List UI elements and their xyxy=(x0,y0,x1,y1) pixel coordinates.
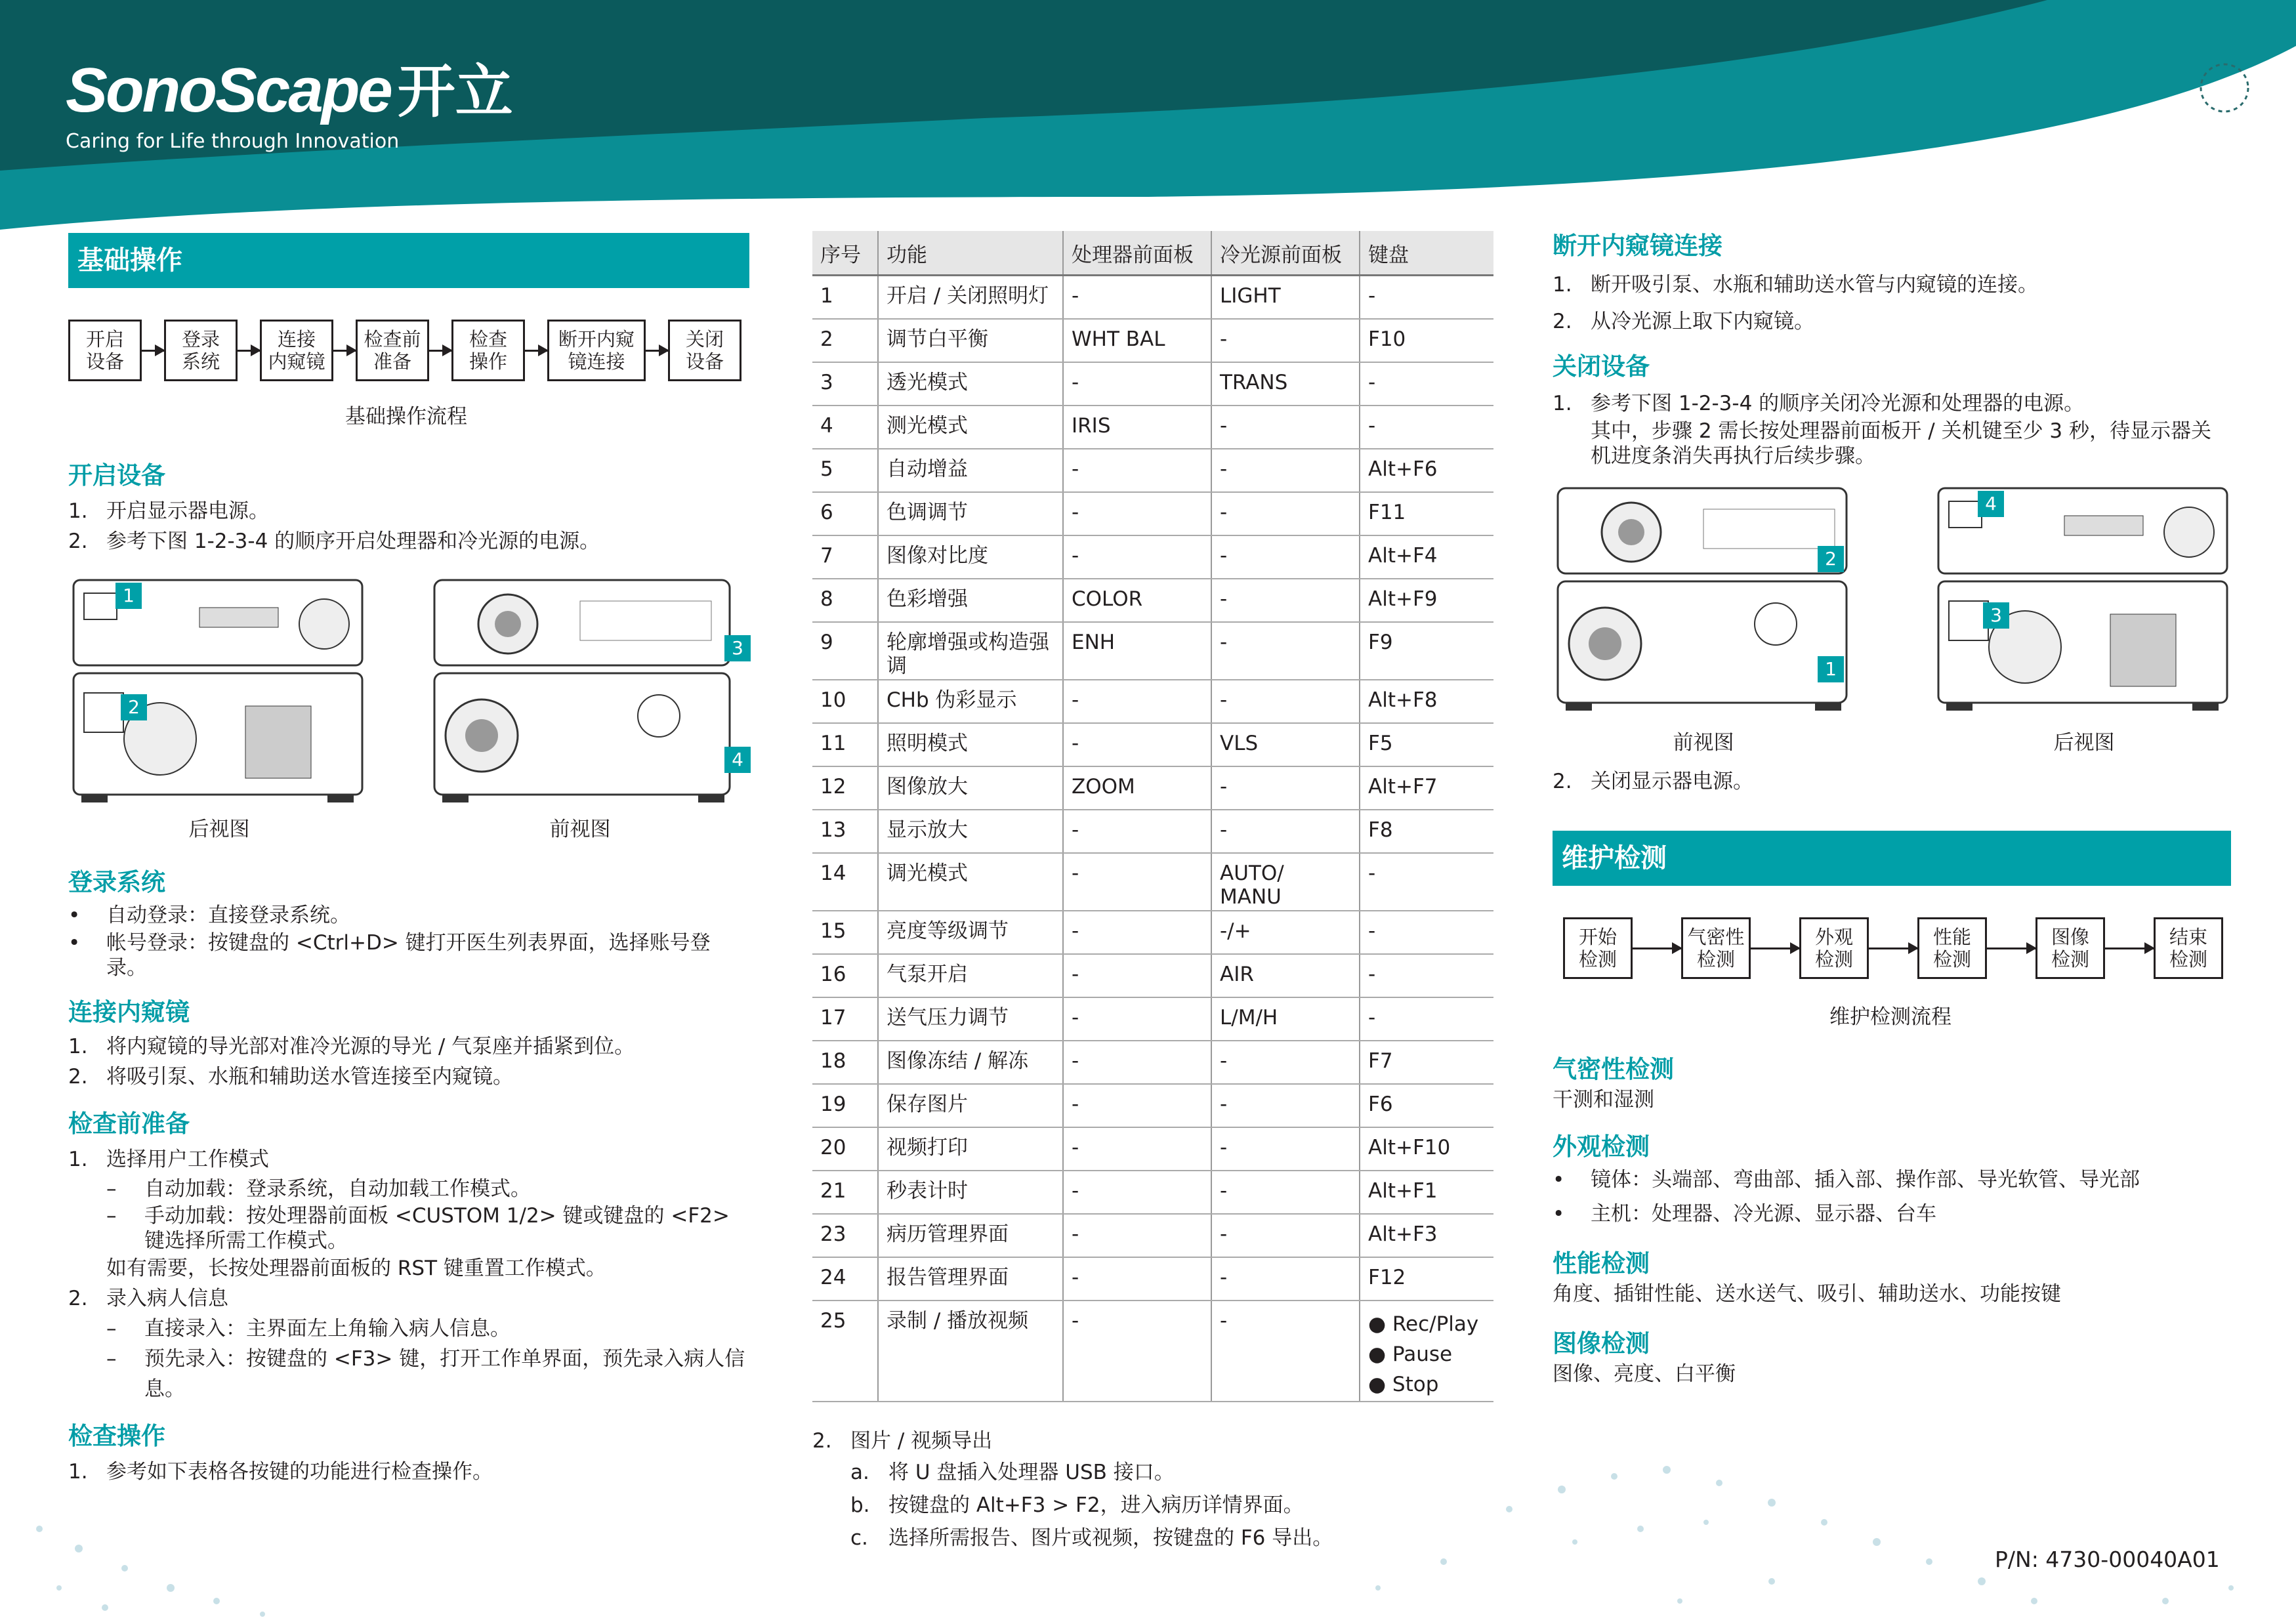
basic-flow-diagram xyxy=(68,320,749,381)
table-row xyxy=(812,1301,1493,1402)
table-cell: - xyxy=(1063,1171,1211,1214)
bullet-icon: ● xyxy=(1368,1343,1392,1366)
table-cell: - xyxy=(1211,1084,1360,1127)
sub-item: 将 U 盘插入处理器 USB 接口。 xyxy=(888,1461,1175,1484)
bullet: • xyxy=(68,931,81,955)
flow-arrow xyxy=(1751,947,1799,949)
key-label: Rec/Play xyxy=(1392,1312,1479,1336)
flow-step: 断开内窥 镜连接 xyxy=(547,320,646,381)
table-cell: LIGHT xyxy=(1211,276,1360,320)
table-cell: - xyxy=(1063,1301,1211,1402)
table-cell: - xyxy=(1063,680,1211,723)
table-cell: - xyxy=(1211,579,1360,622)
title-login: 登录系统 xyxy=(68,868,165,896)
export-section xyxy=(812,1426,1495,1554)
sub-item: 直接录入：主界面左上角输入病人信息。 xyxy=(144,1317,511,1341)
sub-item: 按键盘的 Alt+F3 > F2，进入病历详情界面。 xyxy=(888,1493,1304,1517)
table-cell: 1 xyxy=(812,276,878,320)
table-cell: 图像对比度 xyxy=(878,535,1063,579)
table-cell: AIR xyxy=(1211,954,1360,997)
table-cell: - xyxy=(1063,853,1211,911)
table-cell: - xyxy=(1063,954,1211,997)
table-row xyxy=(812,1127,1493,1171)
power-off-steps xyxy=(1553,388,2231,468)
table-cell: 视频打印 xyxy=(878,1127,1063,1171)
list-letter: b. xyxy=(850,1493,870,1517)
sub-item: 选择所需报告、图片或视频，按键盘的 F6 导出。 xyxy=(888,1526,1333,1550)
table-cell: - xyxy=(1063,1127,1211,1171)
table-cell: F11 xyxy=(1360,492,1493,535)
table-cell: Alt+F3 xyxy=(1360,1214,1493,1257)
table-cell: 9 xyxy=(812,622,878,680)
table-cell: 10 xyxy=(812,680,878,723)
table-cell: 4 xyxy=(812,406,878,449)
table-cell: WHT BAL xyxy=(1063,319,1211,362)
table-row xyxy=(812,810,1493,853)
table-cell: 亮度等级调节 xyxy=(878,911,1063,954)
col-header: 序号 xyxy=(812,231,878,276)
list-number: 2. xyxy=(1553,770,1572,793)
step-badge: 1 xyxy=(1818,656,1844,682)
table-cell: 17 xyxy=(812,997,878,1041)
table-row xyxy=(812,276,1493,320)
list-number: 1. xyxy=(68,1460,88,1484)
table-cell: - xyxy=(1063,1214,1211,1257)
list-item: 主机：处理器、冷光源、显示器、台车 xyxy=(1591,1202,1936,1226)
list-item: 将吸引泵、水瓶和辅助送水管连接至内窥镜。 xyxy=(106,1065,513,1089)
table-cell: 25 xyxy=(812,1301,878,1402)
table-cell: - xyxy=(1360,997,1493,1041)
brand-logo xyxy=(66,46,513,153)
list-item: 选择用户工作模式 xyxy=(106,1148,269,1171)
table-cell: 透光模式 xyxy=(878,362,1063,406)
table-cell: - xyxy=(1211,319,1360,362)
table-cell: 录制 / 播放视频 xyxy=(878,1301,1063,1402)
table-row xyxy=(812,1084,1493,1127)
dash: – xyxy=(106,1317,117,1341)
list-item: 参考如下表格各按键的功能进行检查操作。 xyxy=(106,1460,493,1484)
table-cell: 保存图片 xyxy=(878,1084,1063,1127)
table-cell: VLS xyxy=(1211,723,1360,766)
table-cell: - xyxy=(1063,492,1211,535)
flow-arrow xyxy=(333,350,356,352)
note: 其中，步骤 2 需长按处理器前面板开 / 关机键至少 3 秒，待显示器关机进度条消失再执行后续步骤。 xyxy=(1591,419,2212,468)
bullet: • xyxy=(1553,1168,1565,1192)
flow-arrow xyxy=(142,350,164,352)
table-cell: 色调调节 xyxy=(878,492,1063,535)
table-cell: IRIS xyxy=(1063,406,1211,449)
table-cell: F12 xyxy=(1360,1257,1493,1301)
table-cell: - xyxy=(1063,997,1211,1041)
step-badge: 3 xyxy=(724,635,751,661)
flow-step: 登录 系统 xyxy=(164,320,238,381)
flow-arrow xyxy=(1633,947,1681,949)
list-number: 2. xyxy=(68,530,88,553)
table-cell: - xyxy=(1211,1171,1360,1214)
sub-item: 自动加载：登录系统，自动加载工作模式。 xyxy=(144,1177,531,1201)
table-cell: - xyxy=(1063,911,1211,954)
flow-step: 关闭 设备 xyxy=(668,320,741,381)
table-cell: F6 xyxy=(1360,1084,1493,1127)
table-cell: 12 xyxy=(812,766,878,810)
table-row xyxy=(812,766,1493,810)
table-cell: - xyxy=(1063,810,1211,853)
flow-step: 检查前 准备 xyxy=(356,320,429,381)
key-label: Stop xyxy=(1392,1373,1439,1396)
title-disconnect: 断开内窥镜连接 xyxy=(1553,232,1722,260)
list-item: 自动登录：直接登录系统。 xyxy=(106,904,350,927)
table-cell: - xyxy=(1360,853,1493,911)
list-item: 参考下图 1-2-3-4 的顺序关闭冷光源和处理器的电源。 xyxy=(1591,392,2085,415)
login-options xyxy=(68,900,749,980)
flow-arrow xyxy=(238,350,260,352)
step-badge: 4 xyxy=(1978,491,2004,517)
front-view-illustration xyxy=(429,575,738,808)
table-cell: - xyxy=(1063,1257,1211,1301)
table-cell: - xyxy=(1360,276,1493,320)
flow-step: 结束 检测 xyxy=(2154,917,2223,979)
col-header: 功能 xyxy=(878,231,1063,276)
table-row xyxy=(812,406,1493,449)
table-cell: 23 xyxy=(812,1214,878,1257)
table-cell: CHb 伪彩显示 xyxy=(878,680,1063,723)
flow-arrow xyxy=(1869,947,1917,949)
table-cell: F9 xyxy=(1360,622,1493,680)
table-cell: 报告管理界面 xyxy=(878,1257,1063,1301)
table-cell: Alt+F10 xyxy=(1360,1127,1493,1171)
col-header: 键盘 xyxy=(1360,231,1493,276)
table-row xyxy=(812,680,1493,723)
table-cell: - xyxy=(1360,911,1493,954)
table-cell: AUTO/ MANU xyxy=(1211,853,1360,911)
dash: – xyxy=(106,1177,117,1201)
title-exam: 检查操作 xyxy=(68,1422,165,1450)
table-cell: - xyxy=(1063,535,1211,579)
table-cell: - xyxy=(1063,1084,1211,1127)
bullet: • xyxy=(1553,1202,1565,1226)
col-header: 冷光源前面板 xyxy=(1211,231,1360,276)
table-cell: 15 xyxy=(812,911,878,954)
image-text: 图像、亮度、白平衡 xyxy=(1553,1362,1736,1386)
table-cell: 6 xyxy=(812,492,878,535)
table-cell: - xyxy=(1211,622,1360,680)
flow-step: 连接 内窥镜 xyxy=(260,320,333,381)
sub-item: 预先录入：按键盘的 <F3> 键，打开工作单界面，预先录入病人信息。 xyxy=(144,1347,745,1401)
table-cell: 轮廓增强或构造强调 xyxy=(878,622,1063,680)
part-number: P/N: 4730-00040A01 xyxy=(1995,1547,2220,1572)
table-cell: - xyxy=(1211,535,1360,579)
table-cell: 24 xyxy=(812,1257,878,1301)
list-number: 2. xyxy=(68,1065,88,1089)
table-cell: - xyxy=(1211,1214,1360,1257)
table-cell: ENH xyxy=(1063,622,1211,680)
title-performance: 性能检测 xyxy=(1553,1249,1650,1278)
table-cell: 图像放大 xyxy=(878,766,1063,810)
title-airtight: 气密性检测 xyxy=(1553,1055,1674,1083)
table-cell: 色彩增强 xyxy=(878,579,1063,622)
table-row xyxy=(812,911,1493,954)
flow-caption: 维护检测流程 xyxy=(1829,1005,1952,1029)
appearance-items xyxy=(1553,1165,2231,1229)
table-cell: Alt+F6 xyxy=(1360,449,1493,492)
table-cell: 显示放大 xyxy=(878,810,1063,853)
flow-step: 图像 检测 xyxy=(2035,917,2105,979)
table-cell: 8 xyxy=(812,579,878,622)
table-cell xyxy=(1360,1301,1493,1402)
left-column xyxy=(68,233,749,1487)
table-cell: 自动增益 xyxy=(878,449,1063,492)
table-cell: - xyxy=(1211,1257,1360,1301)
performance-text: 角度、插钳性能、送水送气、吸引、辅助送水、功能按键 xyxy=(1553,1282,2061,1306)
table-cell: - xyxy=(1211,492,1360,535)
table-cell: 图像冻结 / 解冻 xyxy=(878,1041,1063,1084)
step-badge: 3 xyxy=(1983,602,2009,629)
dash: – xyxy=(106,1204,117,1228)
table-cell: 2 xyxy=(812,319,878,362)
table-cell: 14 xyxy=(812,853,878,911)
table-cell: - xyxy=(1063,449,1211,492)
table-cell: COLOR xyxy=(1063,579,1211,622)
list-letter: a. xyxy=(850,1461,869,1484)
table-row xyxy=(812,362,1493,406)
list-item: 录入病人信息 xyxy=(106,1287,228,1310)
bullet-icon: ● xyxy=(1368,1373,1392,1396)
list-item: 镜体：头端部、弯曲部、插入部、操作部、导光软管、导光部 xyxy=(1591,1168,2140,1192)
step-badge: 2 xyxy=(1818,546,1844,572)
table-cell: - xyxy=(1063,723,1211,766)
front-view-illustration xyxy=(1553,483,1854,719)
table-row xyxy=(812,723,1493,766)
table-row xyxy=(812,853,1493,911)
brand-name: SonoScape xyxy=(66,55,391,125)
sub-item: 手动加载：按处理器前面板 <CUSTOM 1/2> 键或键盘的 <F2> 键选择所需工作模式。 xyxy=(144,1204,730,1253)
flow-arrow xyxy=(429,350,451,352)
table-row xyxy=(812,997,1493,1041)
list-item: 帐号登录：按键盘的 <Ctrl+D> 键打开医生列表界面，选择账号登录。 xyxy=(106,931,711,980)
step-badge: 4 xyxy=(724,747,751,773)
table-cell: Alt+F7 xyxy=(1360,766,1493,810)
table-cell: - xyxy=(1211,1301,1360,1402)
flow-step: 检查 操作 xyxy=(451,320,525,381)
list-number: 2. xyxy=(812,1429,832,1453)
bullet: • xyxy=(68,904,81,927)
list-item: 开启显示器电源。 xyxy=(106,499,269,523)
list-item: 关闭显示器电源。 xyxy=(1591,770,1753,793)
step-badge: 2 xyxy=(121,694,147,720)
table-row xyxy=(812,319,1493,362)
table-cell: 照明模式 xyxy=(878,723,1063,766)
title-power-off: 关闭设备 xyxy=(1553,352,1650,381)
list-number: 1. xyxy=(68,1148,88,1171)
table-cell: 开启 / 关闭照明灯 xyxy=(878,276,1063,320)
table-cell: Alt+F8 xyxy=(1360,680,1493,723)
table-cell: - xyxy=(1063,1041,1211,1084)
table-row xyxy=(812,1041,1493,1084)
table-cell: ZOOM xyxy=(1063,766,1211,810)
title-connect: 连接内窥镜 xyxy=(68,998,190,1026)
middle-column xyxy=(812,231,1495,1554)
table-cell: 19 xyxy=(812,1084,878,1127)
table-row xyxy=(812,449,1493,492)
list-number: 1. xyxy=(1553,392,1572,415)
caption-front-view: 前视图 xyxy=(1673,731,1734,755)
table-cell: F8 xyxy=(1360,810,1493,853)
list-number: 1. xyxy=(68,1035,88,1058)
table-cell: 送气压力调节 xyxy=(878,997,1063,1041)
bullet-icon: ● xyxy=(1368,1312,1392,1336)
section-banner-maintenance: 维护检测 xyxy=(1553,831,2231,886)
table-row xyxy=(812,492,1493,535)
flow-caption: 基础操作流程 xyxy=(345,405,467,428)
table-cell: - xyxy=(1360,362,1493,406)
table-cell: - xyxy=(1211,680,1360,723)
table-header-row xyxy=(812,231,1493,276)
flow-arrow xyxy=(1987,947,2035,949)
table-cell: 调光模式 xyxy=(878,853,1063,911)
table-cell: - xyxy=(1063,276,1211,320)
note: 如有需要，长按处理器前面板的 RST 键重置工作模式。 xyxy=(106,1257,606,1280)
table-row xyxy=(812,579,1493,622)
right-column xyxy=(1553,226,2231,1389)
table-row xyxy=(812,1171,1493,1214)
maintenance-flow-diagram xyxy=(1563,917,2231,979)
power-on-figures xyxy=(68,575,749,841)
flow-step: 外观 检测 xyxy=(1799,917,1869,979)
table-cell: - xyxy=(1211,810,1360,853)
table-cell: 气泵开启 xyxy=(878,954,1063,997)
table-cell: Alt+F1 xyxy=(1360,1171,1493,1214)
dash: – xyxy=(106,1347,117,1371)
table-cell: - xyxy=(1211,406,1360,449)
title-prep: 检查前准备 xyxy=(68,1110,190,1138)
caption-rear-view: 后视图 xyxy=(188,818,250,841)
flow-step: 开始 检测 xyxy=(1563,917,1633,979)
flow-arrow xyxy=(2105,947,2154,949)
exam-steps xyxy=(68,1457,749,1487)
table-cell: Alt+F4 xyxy=(1360,535,1493,579)
table-cell: F5 xyxy=(1360,723,1493,766)
list-item: 图片 / 视频导出 xyxy=(850,1429,993,1453)
table-cell: Alt+F9 xyxy=(1360,579,1493,622)
flow-step: 开启 设备 xyxy=(68,320,142,381)
flow-step: 气密性 检测 xyxy=(1681,917,1751,979)
airtight-text: 干测和湿测 xyxy=(1553,1088,1654,1112)
list-number: 2. xyxy=(68,1287,88,1310)
power-off-figures xyxy=(1553,483,2231,772)
disconnect-steps xyxy=(1553,266,2231,340)
title-power-on: 开启设备 xyxy=(68,461,165,489)
list-number: 1. xyxy=(68,499,88,523)
table-row xyxy=(812,1214,1493,1257)
prep-steps xyxy=(68,1144,749,1404)
section-banner-basic: 基础操作 xyxy=(68,233,749,288)
table-cell: -/+ xyxy=(1211,911,1360,954)
rear-view-illustration xyxy=(68,575,370,808)
table-cell: L/M/H xyxy=(1211,997,1360,1041)
list-item: 从冷光源上取下内窥镜。 xyxy=(1591,310,1814,333)
title-image: 图像检测 xyxy=(1553,1329,1650,1358)
list-number: 2. xyxy=(1553,310,1572,333)
function-key-table xyxy=(812,231,1493,1402)
table-cell: 7 xyxy=(812,535,878,579)
table-cell: 21 xyxy=(812,1171,878,1214)
table-cell: 5 xyxy=(812,449,878,492)
rear-view-illustration xyxy=(1933,483,2235,719)
table-cell: - xyxy=(1063,362,1211,406)
table-cell: 11 xyxy=(812,723,878,766)
table-cell: - xyxy=(1211,1041,1360,1084)
table-cell: F10 xyxy=(1360,319,1493,362)
list-number: 1. xyxy=(1553,273,1572,297)
table-row xyxy=(812,1257,1493,1301)
table-cell: 病历管理界面 xyxy=(878,1214,1063,1257)
title-appearance: 外观检测 xyxy=(1553,1133,1650,1161)
table-cell: 13 xyxy=(812,810,878,853)
connect-steps xyxy=(68,1031,749,1092)
list-item: 断开吸引泵、水瓶和辅助送水管与内窥镜的连接。 xyxy=(1591,273,2038,297)
flow-arrow xyxy=(646,350,668,352)
table-row xyxy=(812,954,1493,997)
col-header: 处理器前面板 xyxy=(1063,231,1211,276)
table-cell: 16 xyxy=(812,954,878,997)
table-cell: - xyxy=(1360,406,1493,449)
caption-front-view: 前视图 xyxy=(549,818,611,841)
list-item: 将内窥镜的导光部对准冷光源的导光 / 气泵座并插紧到位。 xyxy=(106,1035,635,1058)
power-on-steps xyxy=(68,496,749,556)
table-cell: 调节白平衡 xyxy=(878,319,1063,362)
table-cell: - xyxy=(1211,1127,1360,1171)
caption-rear-view: 后视图 xyxy=(2053,731,2115,755)
table-cell: 18 xyxy=(812,1041,878,1084)
key-label: Pause xyxy=(1392,1343,1453,1366)
table-cell: - xyxy=(1211,766,1360,810)
list-letter: c. xyxy=(850,1526,868,1550)
table-row xyxy=(812,535,1493,579)
table-cell: 20 xyxy=(812,1127,878,1171)
table-cell: 测光模式 xyxy=(878,406,1063,449)
flow-arrow xyxy=(525,350,547,352)
table-cell: 3 xyxy=(812,362,878,406)
list-item: 参考下图 1-2-3-4 的顺序开启处理器和冷光源的电源。 xyxy=(106,530,600,553)
table-cell: F7 xyxy=(1360,1041,1493,1084)
table-cell: - xyxy=(1360,954,1493,997)
table-cell: - xyxy=(1211,449,1360,492)
brand-name-cn: 开立 xyxy=(397,58,513,125)
table-cell: 秒表计时 xyxy=(878,1171,1063,1214)
tagline: Caring for Life through Innovation xyxy=(66,130,400,153)
flow-step: 性能 检测 xyxy=(1917,917,1987,979)
step-badge: 1 xyxy=(115,583,142,609)
table-row xyxy=(812,622,1493,680)
table-cell: TRANS xyxy=(1211,362,1360,406)
